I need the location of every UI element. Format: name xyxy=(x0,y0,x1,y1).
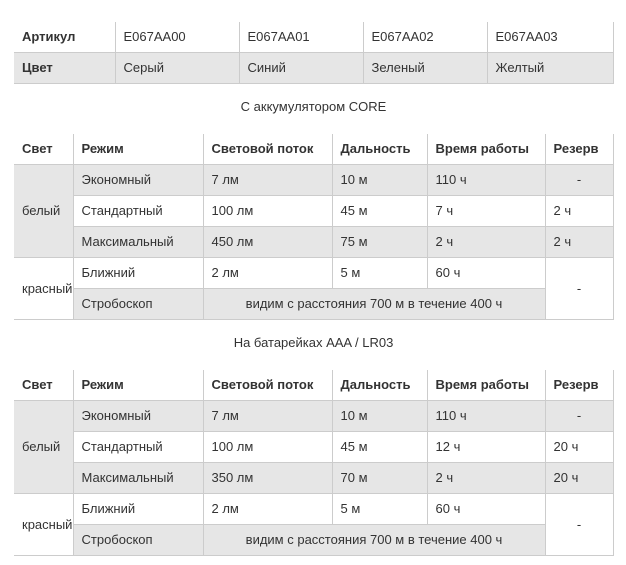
mode-cell: Стандартный xyxy=(73,432,203,463)
col-header-light: Свет xyxy=(14,134,73,165)
distance-cell: 75 м xyxy=(332,227,427,258)
reserve-cell: - xyxy=(545,401,613,432)
runtime-cell: 110 ч xyxy=(427,401,545,432)
mode-cell: Экономный xyxy=(73,401,203,432)
article-value-cell: E067AA02 xyxy=(363,22,487,53)
col-header-reserve: Резерв xyxy=(545,134,613,165)
flux-cell: 450 лм xyxy=(203,227,332,258)
table-row xyxy=(14,463,613,494)
reserve-cell: - xyxy=(545,258,613,320)
mode-cell: Ближний xyxy=(73,494,203,525)
col-header-light: Свет xyxy=(14,370,73,401)
col-header-runtime: Время работы xyxy=(427,370,545,401)
runtime-cell: 110 ч xyxy=(427,165,545,196)
runtime-cell: 7 ч xyxy=(427,196,545,227)
flux-cell: 2 лм xyxy=(203,494,332,525)
col-header-distance: Дальность xyxy=(332,134,427,165)
reserve-cell: 20 ч xyxy=(545,432,613,463)
col-header-runtime: Время работы xyxy=(427,134,545,165)
runtime-cell: 2 ч xyxy=(427,463,545,494)
table-row xyxy=(14,525,613,556)
spec-table-aaa xyxy=(14,370,614,556)
mode-cell: Экономный xyxy=(73,165,203,196)
reserve-cell: 2 ч xyxy=(545,227,613,258)
article-value-cell: E067AA03 xyxy=(487,22,613,53)
flux-cell: 7 лм xyxy=(203,401,332,432)
color-value-cell: Серый xyxy=(115,53,239,84)
mode-cell: Стробоскоп xyxy=(73,525,203,556)
article-label-cell: Артикул xyxy=(14,22,115,53)
table-row xyxy=(14,196,613,227)
runtime-cell: 60 ч xyxy=(427,258,545,289)
distance-cell: 45 м xyxy=(332,432,427,463)
col-header-mode: Режим xyxy=(73,370,203,401)
spec-table-core xyxy=(14,134,614,320)
color-label-cell: Цвет xyxy=(14,53,115,84)
col-header-flux: Световой поток xyxy=(203,134,332,165)
reserve-cell: - xyxy=(545,165,613,196)
variants-table xyxy=(14,22,614,84)
flux-cell: 100 лм xyxy=(203,196,332,227)
runtime-cell: 12 ч xyxy=(427,432,545,463)
col-header-flux: Световой поток xyxy=(203,370,332,401)
reserve-cell: 2 ч xyxy=(545,196,613,227)
flux-cell: 2 лм xyxy=(203,258,332,289)
distance-cell: 5 м xyxy=(332,258,427,289)
light-group-cell: красный xyxy=(14,258,73,320)
distance-cell: 45 м xyxy=(332,196,427,227)
spec-header-row xyxy=(14,134,613,165)
distance-cell: 10 м xyxy=(332,401,427,432)
table-row xyxy=(14,227,613,258)
mode-cell: Максимальный xyxy=(73,227,203,258)
article-row xyxy=(14,22,613,53)
strobe-note-cell: видим с расстояния 700 м в течение 400 ч xyxy=(203,289,545,320)
table-row xyxy=(14,432,613,463)
article-value-cell: E067AA01 xyxy=(239,22,363,53)
col-header-mode: Режим xyxy=(73,134,203,165)
distance-cell: 70 м xyxy=(332,463,427,494)
distance-cell: 5 м xyxy=(332,494,427,525)
table-row xyxy=(14,165,613,196)
runtime-cell: 2 ч xyxy=(427,227,545,258)
table-row xyxy=(14,258,613,289)
light-group-cell: белый xyxy=(14,401,73,494)
spec-header-row xyxy=(14,370,613,401)
flux-cell: 350 лм xyxy=(203,463,332,494)
mode-cell: Максимальный xyxy=(73,463,203,494)
article-value-cell: E067AA00 xyxy=(115,22,239,53)
color-row xyxy=(14,53,613,84)
light-group-cell: красный xyxy=(14,494,73,556)
flux-cell: 100 лм xyxy=(203,432,332,463)
flux-cell: 7 лм xyxy=(203,165,332,196)
mode-cell: Стробоскоп xyxy=(73,289,203,320)
reserve-cell: - xyxy=(545,494,613,556)
section-title-core: С аккумулятором CORE xyxy=(240,99,387,114)
col-header-reserve: Резерв xyxy=(545,370,613,401)
table-row xyxy=(14,289,613,320)
col-header-distance: Дальность xyxy=(332,370,427,401)
table-row xyxy=(14,401,613,432)
light-group-cell: белый xyxy=(14,165,73,258)
distance-cell: 10 м xyxy=(332,165,427,196)
color-value-cell: Желтый xyxy=(487,53,613,84)
runtime-cell: 60 ч xyxy=(427,494,545,525)
color-value-cell: Зеленый xyxy=(363,53,487,84)
color-value-cell: Синий xyxy=(239,53,363,84)
mode-cell: Стандартный xyxy=(73,196,203,227)
table-row xyxy=(14,494,613,525)
reserve-cell: 20 ч xyxy=(545,463,613,494)
section-title-aaa: На батарейках AAA / LR03 xyxy=(233,335,394,350)
strobe-note-cell: видим с расстояния 700 м в течение 400 ч xyxy=(203,525,545,556)
mode-cell: Ближний xyxy=(73,258,203,289)
